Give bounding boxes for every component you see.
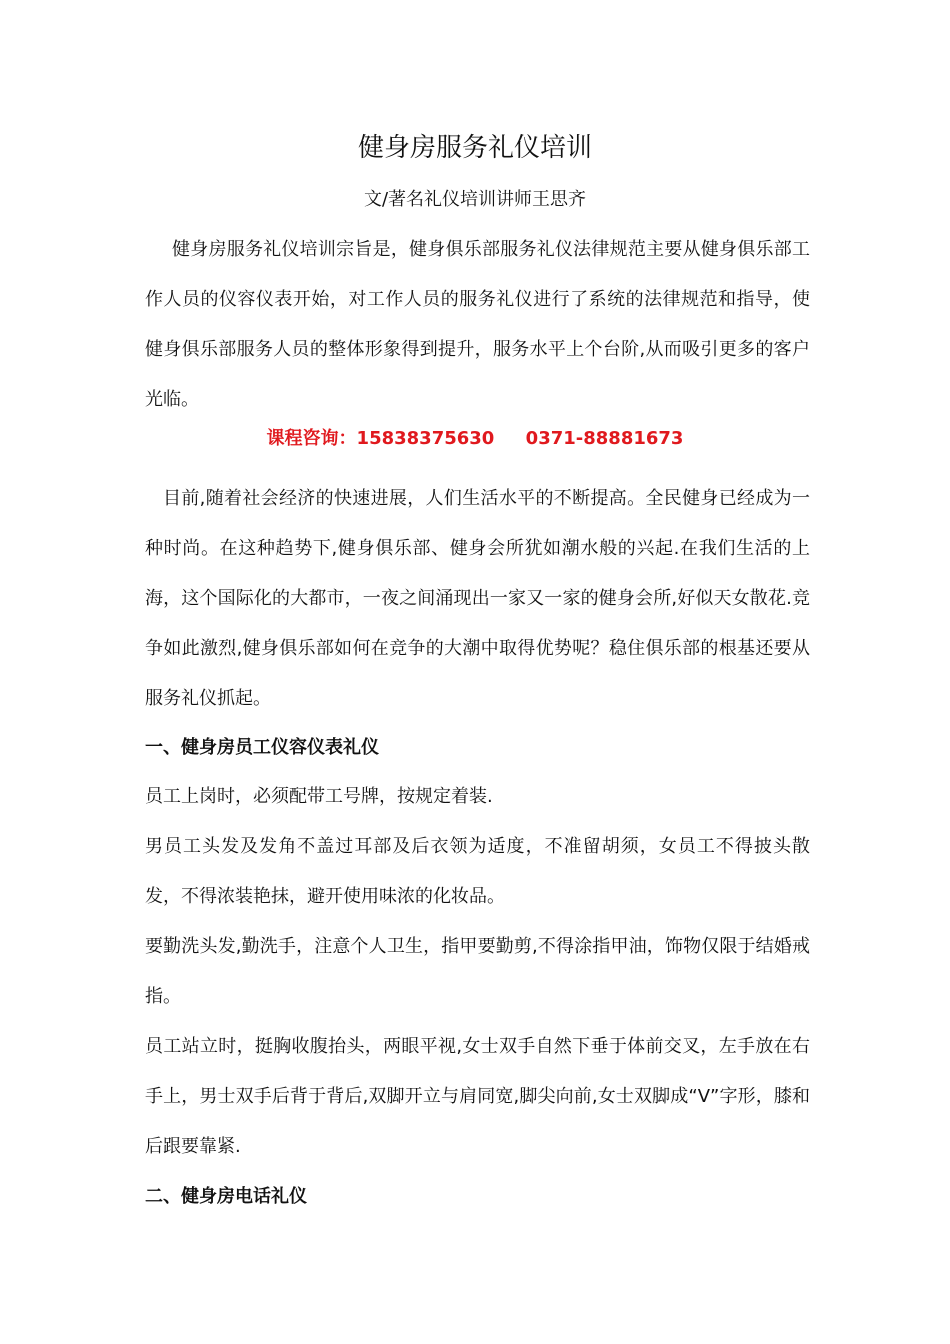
author-line: 文/著名礼仪培训讲师王思齐 [363,189,587,210]
contact-phone-mobile: 15838375630 [356,428,495,449]
contact-label: 课程咨询： [266,428,357,449]
appearance-rule-posture: 员工站立时，挺胸收腹抬头，两眼平视,女士双手自然下垂于体前交叉，左手放在右手上，男士双手后背于背后,双脚开立与肩同宽,脚尖向前,女士双脚成“V”字形，膝和后跟要靠紧. [145,1036,810,1157]
document-title: 健身房服务礼仪培训 [357,133,592,163]
intro-paragraph: 健身房服务礼仪培训宗旨是，健身俱乐部服务礼仪法律规范主要从健身俱乐部工作人员的仪容仪表开始，对工作人员的服务礼仪进行了系统的法律规范和指导，使健身俱乐部服务人员的整体形象得到提升，服务水平上个台阶,从而吸引更多的客户光临。 [145,239,810,410]
contact-line [0,424,950,454]
section-heading-phone: 二、健身房电话礼仪 [145,1186,307,1207]
appearance-rule-badge: 员工上岗时，必须配带工号牌，按规定着装. [145,786,493,807]
appearance-rule-hair: 男员工头发及发角不盖过耳部及后衣领为适度，不准留胡须，女员工不得披头散发，不得浓装艳抹，避开使用味浓的化妆品。 [145,836,810,907]
appearance-rule-hygiene: 要勤洗头发,勤洗手，注意个人卫生，指甲要勤剪,不得涂指甲油，饰物仅限于结婚戒指。 [145,936,810,1007]
contact-phone-landline: 0371-88881673 [525,428,684,449]
section-heading-appearance: 一、健身房员工仪容仪表礼仪 [145,737,379,758]
current-situation-paragraph: 目前,随着社会经济的快速进展，人们生活水平的不断提高。全民健身已经成为一种时尚。在这种趋势下,健身俱乐部、健身会所犹如潮水般的兴起.在我们生活的上海，这个国际化的大都市，一夜之间涌现出一家又一家的健身会所,好似天女散花.竞争如此激烈,健身俱乐部如何在竞争的大潮中取得优势呢？稳住俱乐部的根基还要从服务礼仪抓起。 [145,488,810,709]
